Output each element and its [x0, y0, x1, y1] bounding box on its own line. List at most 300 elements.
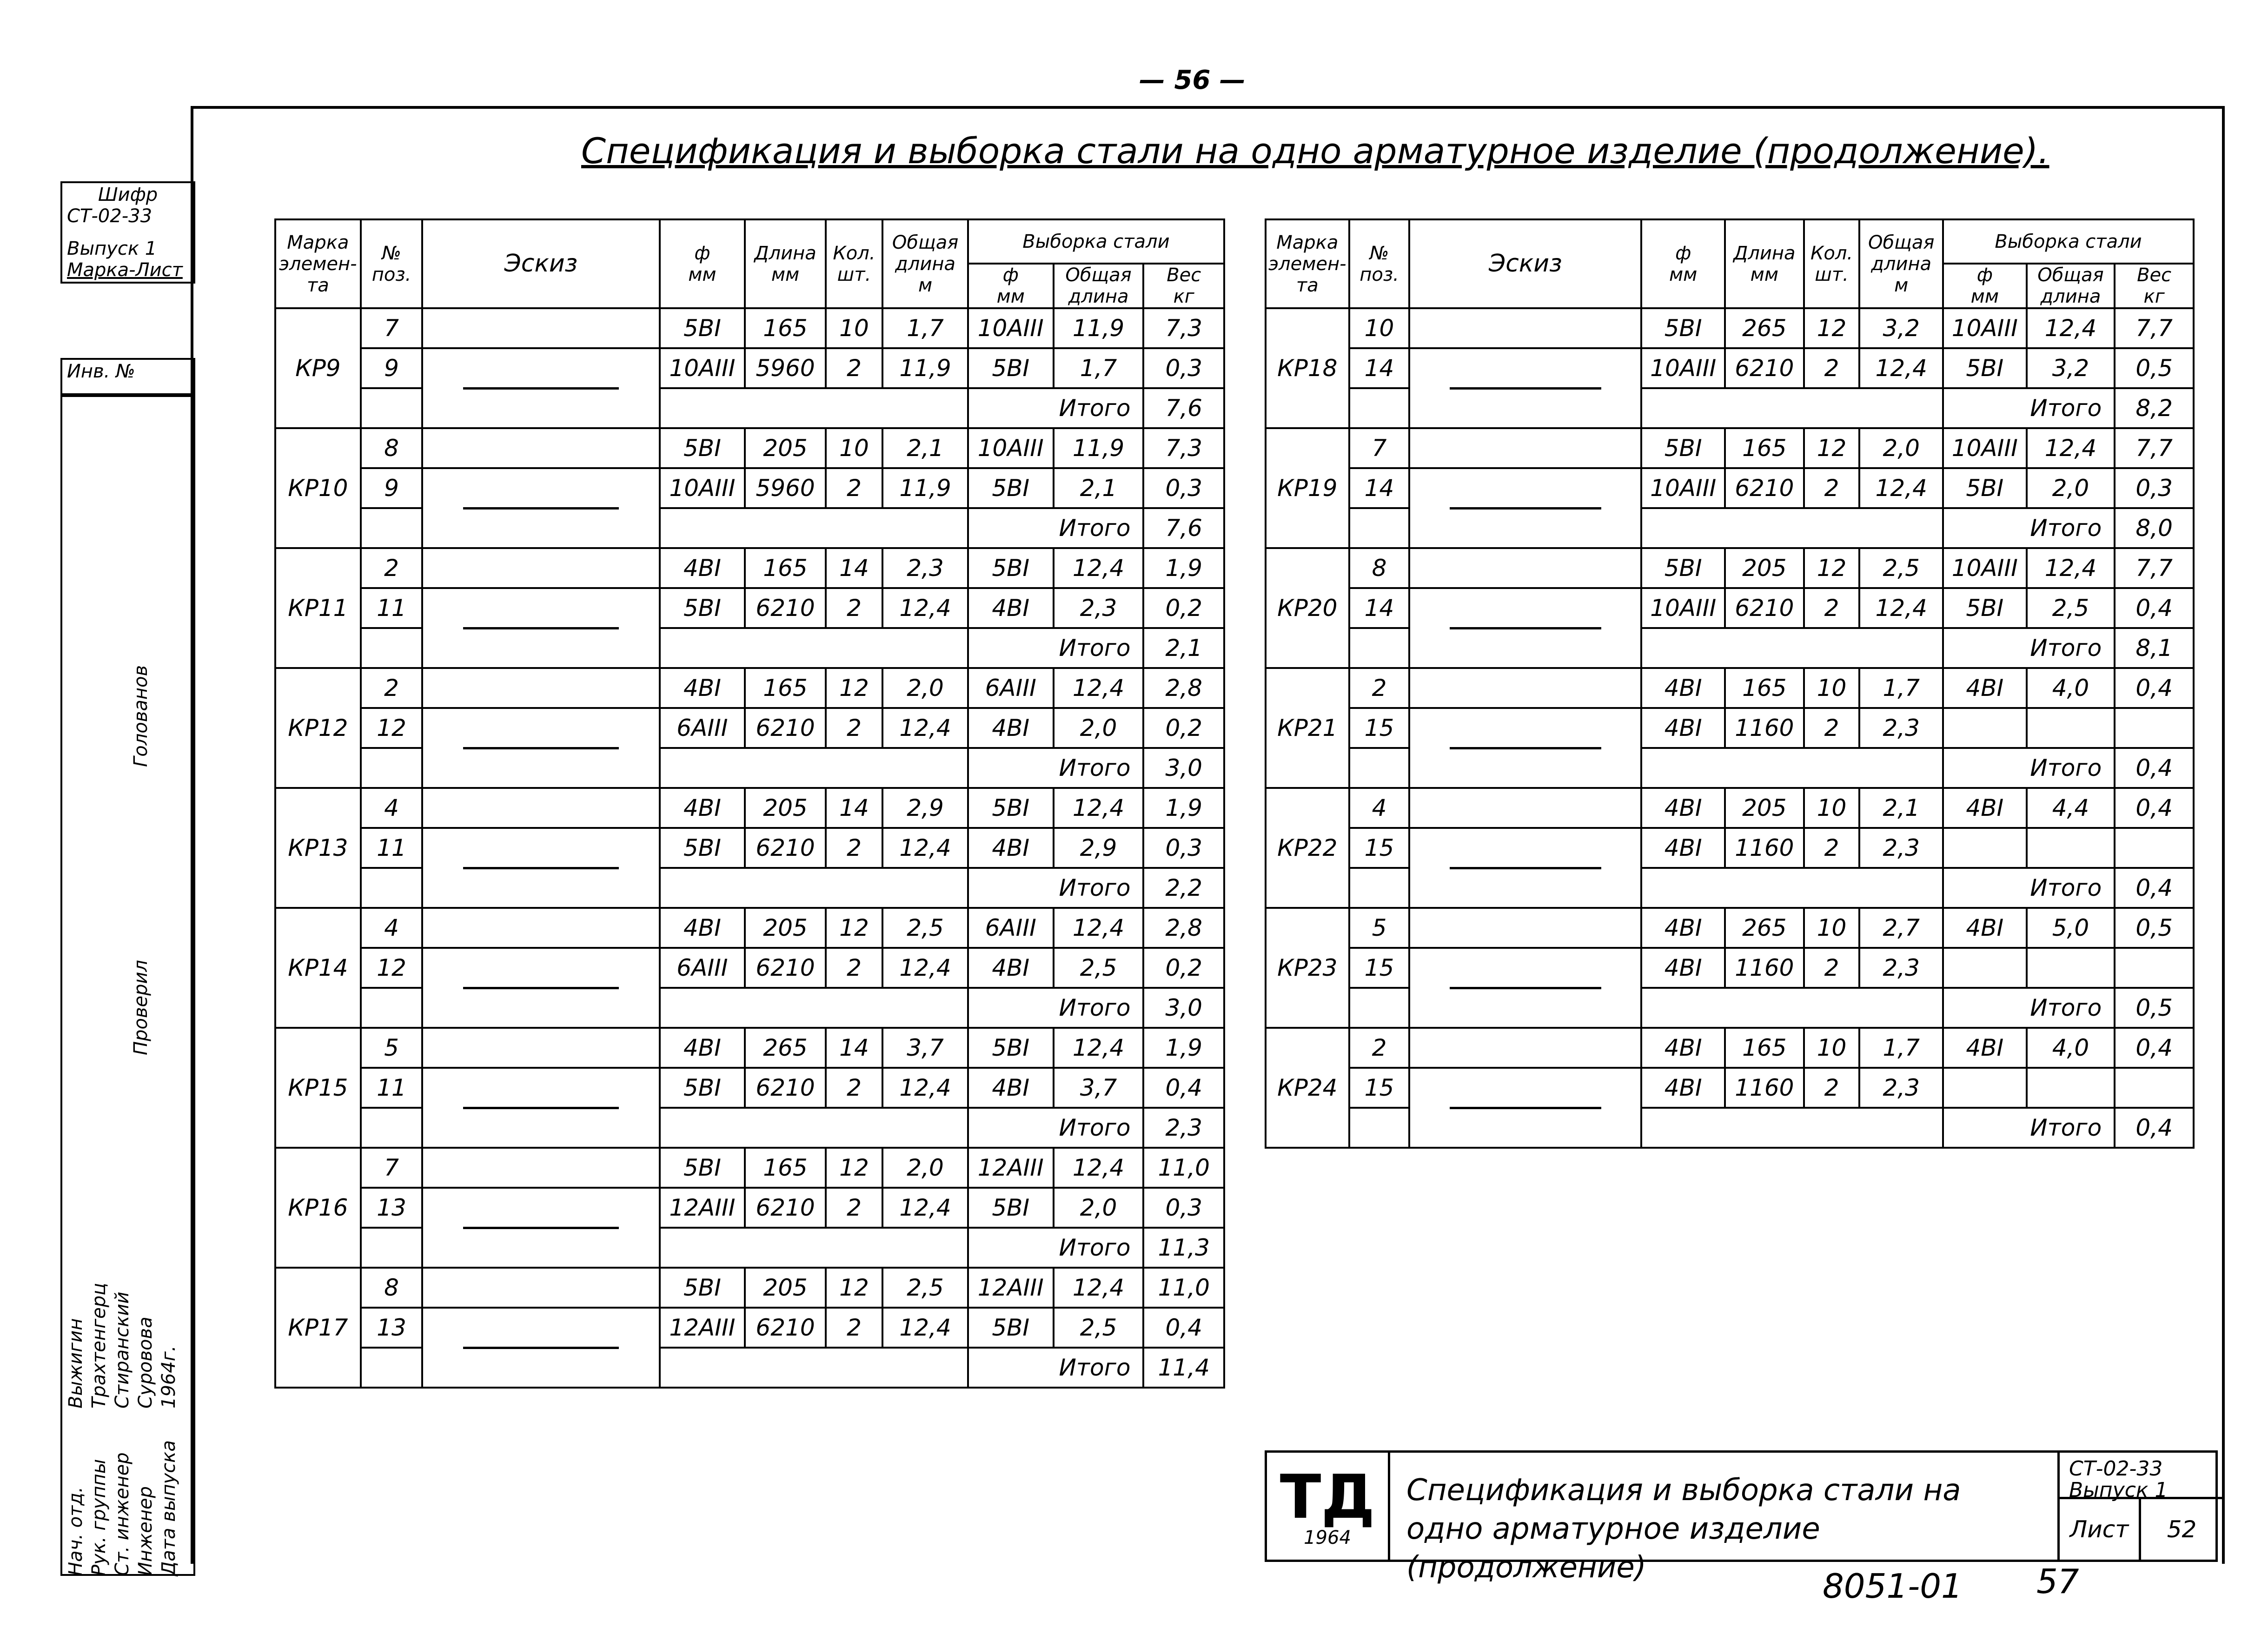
total-weight: 3,0: [1143, 748, 1224, 788]
bar-total-length: 11,9: [882, 468, 968, 508]
bar-total-length: 2,0: [1859, 428, 1943, 468]
bar-quantity: 2: [826, 828, 882, 868]
table-row: [1266, 508, 2194, 548]
selection-weight: 0,4: [1143, 1308, 1224, 1348]
bar-quantity: 2: [1804, 588, 1860, 628]
bar-quantity: 10: [1804, 668, 1860, 708]
role-5: Дата выпуска: [158, 1440, 179, 1576]
selection-diameter: 6AIII: [968, 908, 1054, 948]
selection-total-length: 3,2: [2027, 348, 2115, 388]
table-row: [275, 668, 1224, 708]
selection-total-length: 12,4: [1054, 1028, 1144, 1068]
bar-total-length: 2,3: [1859, 708, 1943, 748]
total-weight: 8,2: [2115, 388, 2194, 428]
bar-diameter: 6AIII: [660, 708, 745, 748]
selection-weight: 0,3: [1143, 348, 1224, 388]
position-number: 8: [1349, 548, 1410, 588]
table-row: [1266, 828, 2194, 868]
selection-diameter: 5BI: [968, 1308, 1054, 1348]
table-row: [275, 1348, 1224, 1388]
bar-quantity: 2: [826, 708, 882, 748]
bar-total-length: 2,1: [882, 428, 968, 468]
selection-weight: 0,4: [2115, 588, 2194, 628]
selection-weight: 7,3: [1143, 308, 1224, 348]
selection-weight: 7,7: [2115, 428, 2194, 468]
bar-total-length: 12,4: [882, 828, 968, 868]
selection-total-length: 2,9: [1054, 828, 1144, 868]
total-label: Итого: [1943, 868, 2115, 908]
selection-weight: 0,4: [2115, 1028, 2194, 1068]
bar-length: 165: [1725, 1028, 1804, 1068]
bar-length: 165: [1725, 428, 1804, 468]
header-sel_dia: ф мм: [1943, 264, 2027, 308]
sketch-cell: [1409, 588, 1641, 668]
sketch-cell: [1409, 948, 1641, 1028]
selection-total-length: 12,4: [2027, 548, 2115, 588]
bar-quantity: 10: [826, 308, 882, 348]
role-4: Инженер: [135, 1486, 156, 1576]
blank-cell: [660, 868, 968, 908]
sketch-cell: [1409, 828, 1641, 908]
archive-page: 57: [2036, 1562, 2079, 1601]
bar-length: 6210: [745, 1188, 825, 1228]
bar-length: 205: [1725, 548, 1804, 588]
bar-sketch: [1450, 747, 1602, 749]
bar-sketch: [1450, 507, 1602, 509]
sketch-cell: [1409, 348, 1641, 428]
total-label: Итого: [968, 748, 1144, 788]
page-number: — 56 —: [1139, 65, 1246, 95]
selection-total-length: [2027, 948, 2115, 988]
bar-length: 6210: [1725, 348, 1804, 388]
bar-length: 265: [745, 1028, 825, 1068]
selection-weight: 7,3: [1143, 428, 1224, 468]
bar-total-length: 2,3: [1859, 828, 1943, 868]
bar-quantity: 2: [1804, 468, 1860, 508]
name-3: Стиранский: [112, 1291, 133, 1409]
bar-diameter: 4BI: [1641, 708, 1725, 748]
bar-quantity: 2: [826, 468, 882, 508]
bar-length: 6210: [745, 1068, 825, 1108]
bar-sketch: [463, 987, 618, 989]
bar-length: 165: [745, 308, 825, 348]
selection-weight: 0,5: [2115, 908, 2194, 948]
table-row: [1266, 748, 2194, 788]
sketch-cell: [422, 588, 659, 668]
bar-quantity: 14: [826, 788, 882, 828]
position-number: [1349, 988, 1410, 1028]
blank-cell: [1641, 628, 1943, 668]
selection-weight: 0,4: [2115, 668, 2194, 708]
bar-diameter: 4BI: [660, 908, 745, 948]
position-number: 11: [361, 1068, 423, 1108]
bar-sketch: [463, 1347, 618, 1349]
author-name: Голованов: [130, 665, 152, 767]
selection-total-length: 12,4: [2027, 428, 2115, 468]
selection-diameter: 10AIII: [1943, 428, 2027, 468]
bar-total-length: 2,3: [1859, 948, 1943, 988]
name-5: 1964г.: [158, 1345, 179, 1409]
bar-diameter: 10AIII: [1641, 348, 1725, 388]
position-number: 12: [361, 708, 423, 748]
selection-diameter: 5BI: [1943, 348, 2027, 388]
bar-length: 205: [745, 1268, 825, 1308]
position-number: 8: [361, 428, 423, 468]
selection-total-length: 12,4: [1054, 548, 1144, 588]
selection-weight: 0,3: [2115, 468, 2194, 508]
position-number: 9: [361, 468, 423, 508]
bar-total-length: 12,4: [1859, 588, 1943, 628]
bar-quantity: 12: [1804, 308, 1860, 348]
selection-total-length: 12,4: [1054, 908, 1144, 948]
sketch-cell: [422, 708, 659, 788]
bar-diameter: 5BI: [1641, 428, 1725, 468]
position-number: 9: [361, 348, 423, 388]
sketch-cell: [1409, 1068, 1641, 1148]
bar-quantity: 12: [1804, 548, 1860, 588]
position-number: 11: [361, 828, 423, 868]
bar-diameter: 4BI: [1641, 668, 1725, 708]
header-dia: ф мм: [660, 219, 745, 308]
element-mark: КР22: [1266, 788, 1349, 908]
blank-cell: [660, 508, 968, 548]
selection-diameter: 4BI: [1943, 668, 2027, 708]
header-mark: Марка элемен- та: [275, 219, 361, 308]
bar-quantity: 2: [1804, 708, 1860, 748]
selection-total-length: [2027, 1068, 2115, 1108]
sketch-cell: [422, 788, 659, 828]
bar-diameter: 10AIII: [1641, 588, 1725, 628]
bar-quantity: 10: [826, 428, 882, 468]
bar-length: 6210: [745, 1308, 825, 1348]
selection-weight: 0,4: [1143, 1068, 1224, 1108]
header-sel_weight: Вес кг: [2115, 264, 2194, 308]
selection-total-length: 2,5: [1054, 1308, 1144, 1348]
total-weight: 8,0: [2115, 508, 2194, 548]
bar-quantity: 12: [826, 908, 882, 948]
total-weight: 8,1: [2115, 628, 2194, 668]
table-row: [275, 988, 1224, 1028]
blank-cell: [1641, 868, 1943, 908]
bar-diameter: 5BI: [660, 828, 745, 868]
position-number: 14: [1349, 348, 1410, 388]
position-number: [361, 1348, 423, 1388]
bar-diameter: 4BI: [1641, 788, 1725, 828]
table-row: [275, 708, 1224, 748]
inv-box: Инв. №: [60, 358, 195, 395]
position-number: 2: [361, 548, 423, 588]
bar-length: 165: [745, 668, 825, 708]
sketch-cell: [422, 1268, 659, 1308]
position-number: 8: [361, 1268, 423, 1308]
selection-total-length: 12,4: [2027, 308, 2115, 348]
bar-total-length: 1,7: [1859, 668, 1943, 708]
blank-cell: [660, 988, 968, 1028]
selection-total-length: [2027, 708, 2115, 748]
bar-quantity: 2: [826, 348, 882, 388]
element-mark: КР21: [1266, 668, 1349, 788]
selection-weight: [2115, 948, 2194, 988]
bar-length: 6210: [745, 948, 825, 988]
sketch-cell: [422, 668, 659, 708]
selection-diameter: [1943, 1068, 2027, 1108]
blank-cell: [660, 628, 968, 668]
blank-cell: [660, 748, 968, 788]
sketch-cell: [1409, 908, 1641, 948]
name-4: Суровова: [135, 1316, 156, 1409]
position-number: 7: [361, 308, 423, 348]
sketch-cell: [1409, 788, 1641, 828]
position-number: 15: [1349, 948, 1410, 988]
bar-length: 5960: [745, 468, 825, 508]
table-row: [1266, 388, 2194, 428]
bar-length: 6210: [745, 828, 825, 868]
total-weight: 0,4: [2115, 868, 2194, 908]
bar-length: 1160: [1725, 828, 1804, 868]
selection-weight: 1,9: [1143, 788, 1224, 828]
selection-weight: 2,8: [1143, 668, 1224, 708]
position-number: [361, 508, 423, 548]
table-row: [275, 628, 1224, 668]
selection-total-length: 12,4: [1054, 668, 1144, 708]
table-row: [1266, 908, 2194, 948]
selection-diameter: 12AIII: [968, 1148, 1054, 1188]
selection-total-length: 1,7: [1054, 348, 1144, 388]
table-row: [1266, 988, 2194, 1028]
bar-total-length: 2,9: [882, 788, 968, 828]
total-label: Итого: [1943, 508, 2115, 548]
sketch-cell: [422, 308, 659, 348]
name-2: Трахтенгерц: [88, 1283, 110, 1409]
bar-diameter: 4BI: [1641, 1028, 1725, 1068]
table-row: [275, 868, 1224, 908]
position-number: 5: [361, 1028, 423, 1068]
bar-sketch: [463, 1227, 618, 1229]
bar-total-length: 12,4: [882, 1308, 968, 1348]
header-total_len: Общая длина м: [1859, 219, 1943, 308]
sketch-cell: [1409, 468, 1641, 548]
table-row: [275, 1308, 1224, 1348]
total-label: Итого: [968, 508, 1144, 548]
sketch-cell: [1409, 428, 1641, 468]
table-row: [1266, 308, 2194, 348]
total-weight: 2,1: [1143, 628, 1224, 668]
total-label: Итого: [968, 1348, 1144, 1388]
element-mark: КР10: [275, 428, 361, 548]
table-row: [275, 948, 1224, 988]
sketch-cell: [422, 1148, 659, 1188]
bar-sketch: [1450, 387, 1602, 390]
element-mark: КР15: [275, 1028, 361, 1148]
selection-diameter: 5BI: [968, 1188, 1054, 1228]
bar-diameter: 5BI: [660, 1268, 745, 1308]
selection-diameter: [1943, 828, 2027, 868]
bar-diameter: 4BI: [1641, 948, 1725, 988]
bar-diameter: 4BI: [660, 668, 745, 708]
selection-diameter: 10AIII: [968, 428, 1054, 468]
stamp-code-block: СТ-02-33 Выпуск 1 Лист 52: [2057, 1453, 2222, 1560]
archive-number: 8051-01: [1823, 1567, 1963, 1606]
table-row: [1266, 628, 2194, 668]
bar-diameter: 12AIII: [660, 1188, 745, 1228]
sketch-cell: [422, 948, 659, 1028]
total-weight: 2,2: [1143, 868, 1224, 908]
bar-quantity: 12: [826, 1268, 882, 1308]
bar-diameter: 5BI: [660, 588, 745, 628]
selection-total-length: 2,0: [2027, 468, 2115, 508]
bar-quantity: 12: [1804, 428, 1860, 468]
total-label: Итого: [1943, 1108, 2115, 1148]
bar-diameter: 4BI: [1641, 828, 1725, 868]
bar-quantity: 2: [826, 588, 882, 628]
sketch-cell: [422, 1028, 659, 1068]
bar-length: 265: [1725, 308, 1804, 348]
selection-diameter: 5BI: [968, 348, 1054, 388]
table-row: [275, 828, 1224, 868]
bar-diameter: 10AIII: [1641, 468, 1725, 508]
table-row: [1266, 1028, 2194, 1068]
position-number: [361, 1108, 423, 1148]
bar-diameter: 12AIII: [660, 1308, 745, 1348]
issue-box: Выпуск 1 Марка-Лист: [60, 237, 195, 284]
spec-table-left: [274, 218, 1225, 1389]
position-number: 7: [1349, 428, 1410, 468]
selection-weight: 0,3: [1143, 1188, 1224, 1228]
header-mark: Марка элемен- та: [1266, 219, 1349, 308]
table-row: [275, 1028, 1224, 1068]
blank-cell: [1641, 388, 1943, 428]
bar-length: 5960: [745, 348, 825, 388]
selection-weight: 2,8: [1143, 908, 1224, 948]
sketch-cell: [422, 1068, 659, 1148]
selection-diameter: 4BI: [968, 588, 1054, 628]
table-row: [275, 1148, 1224, 1188]
bar-quantity: 2: [1804, 828, 1860, 868]
bar-quantity: 10: [1804, 788, 1860, 828]
bar-diameter: 5BI: [1641, 308, 1725, 348]
selection-diameter: 4BI: [968, 948, 1054, 988]
selection-weight: 0,3: [1143, 468, 1224, 508]
total-label: Итого: [968, 1108, 1144, 1148]
selection-total-length: 12,4: [1054, 788, 1144, 828]
bar-length: 1160: [1725, 948, 1804, 988]
blank-cell: [660, 388, 968, 428]
sketch-cell: [422, 908, 659, 948]
position-number: [1349, 508, 1410, 548]
header-selection: Выборка стали: [968, 219, 1224, 264]
bar-sketch: [1450, 1107, 1602, 1109]
bar-diameter: 5BI: [660, 1148, 745, 1188]
bar-length: 205: [1725, 788, 1804, 828]
selection-diameter: 4BI: [1943, 908, 2027, 948]
bar-quantity: 2: [1804, 348, 1860, 388]
bar-diameter: 4BI: [660, 788, 745, 828]
header-pos: № поз.: [361, 219, 423, 308]
selection-total-length: 4,0: [2027, 668, 2115, 708]
selection-diameter: 4BI: [1943, 788, 2027, 828]
bar-sketch: [1450, 627, 1602, 629]
sketch-cell: [422, 468, 659, 548]
position-number: [1349, 388, 1410, 428]
total-weight: 7,6: [1143, 388, 1224, 428]
total-label: Итого: [1943, 988, 2115, 1028]
bar-diameter: 5BI: [660, 308, 745, 348]
bar-total-length: 2,3: [1859, 1068, 1943, 1108]
header-sel_dia: ф мм: [968, 264, 1054, 308]
position-number: 13: [361, 1308, 423, 1348]
selection-weight: 0,2: [1143, 588, 1224, 628]
table-row: [275, 788, 1224, 828]
selection-total-length: 12,4: [1054, 1268, 1144, 1308]
total-label: Итого: [968, 388, 1144, 428]
blank-cell: [660, 1348, 968, 1388]
position-number: 15: [1349, 1068, 1410, 1108]
selection-total-length: 4,0: [2027, 1028, 2115, 1068]
header-pos: № поз.: [1349, 219, 1410, 308]
bar-total-length: 12,4: [1859, 348, 1943, 388]
position-number: 14: [1349, 588, 1410, 628]
selection-weight: 0,5: [2115, 348, 2194, 388]
checked-label: Проверил: [130, 959, 152, 1055]
bar-total-length: 2,5: [1859, 548, 1943, 588]
sketch-cell: [1409, 668, 1641, 708]
selection-weight: 0,3: [1143, 828, 1224, 868]
name-1: Выжигин: [65, 1318, 86, 1409]
table-row: [275, 748, 1224, 788]
table-row: [1266, 868, 2194, 908]
bar-sketch: [463, 867, 618, 869]
bar-total-length: 12,4: [882, 1188, 968, 1228]
position-number: 7: [361, 1148, 423, 1188]
position-number: [361, 388, 423, 428]
bar-quantity: 14: [826, 1028, 882, 1068]
table-row: [1266, 548, 2194, 588]
header-total_len: Общая длина м: [882, 219, 968, 308]
bar-total-length: 1,7: [882, 308, 968, 348]
selection-weight: 11,0: [1143, 1268, 1224, 1308]
position-number: [1349, 868, 1410, 908]
bar-total-length: 2,0: [882, 668, 968, 708]
bar-sketch: [463, 387, 618, 390]
bar-total-length: 12,4: [882, 588, 968, 628]
sketch-cell: [1409, 548, 1641, 588]
total-label: Итого: [968, 1228, 1144, 1268]
position-number: [361, 628, 423, 668]
role-3: Ст. инженер: [112, 1452, 133, 1576]
position-number: 4: [361, 788, 423, 828]
position-number: 11: [361, 588, 423, 628]
total-weight: 11,3: [1143, 1228, 1224, 1268]
position-number: [361, 868, 423, 908]
selection-diameter: 5BI: [1943, 468, 2027, 508]
element-mark: КР18: [1266, 308, 1349, 428]
total-label: Итого: [1943, 748, 2115, 788]
header-sketch: Эскиз: [1409, 219, 1641, 308]
bar-total-length: 2,5: [882, 908, 968, 948]
table-row: [275, 588, 1224, 628]
table-row: [275, 1188, 1224, 1228]
position-number: [361, 748, 423, 788]
selection-diameter: 4BI: [968, 708, 1054, 748]
bar-total-length: 3,7: [882, 1028, 968, 1068]
selection-diameter: 10AIII: [1943, 548, 2027, 588]
bar-length: 6210: [1725, 468, 1804, 508]
position-number: [1349, 748, 1410, 788]
bar-quantity: 12: [826, 1148, 882, 1188]
table-row: [275, 468, 1224, 508]
selection-total-length: 5,0: [2027, 908, 2115, 948]
table-row: [275, 1108, 1224, 1148]
